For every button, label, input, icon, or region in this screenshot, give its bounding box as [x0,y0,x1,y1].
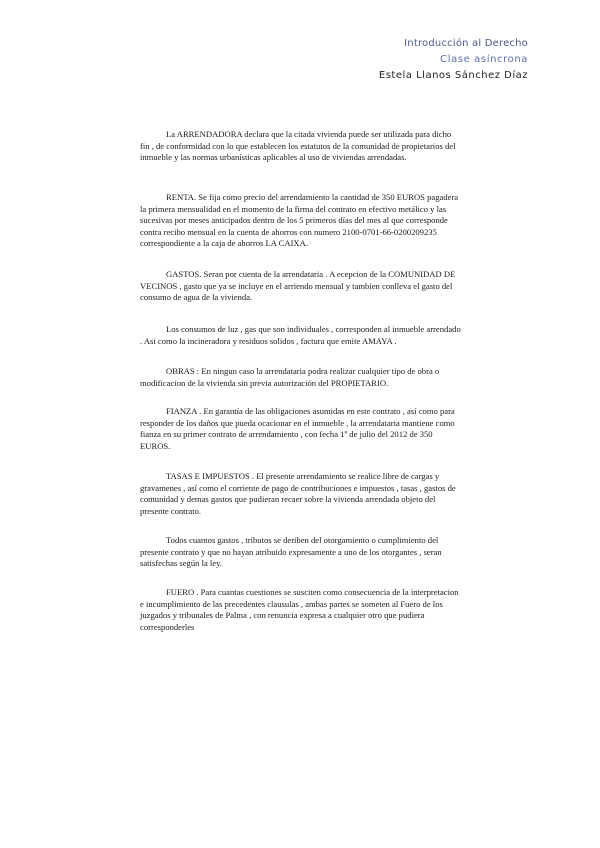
author-name: Estela Llanos Sánchez Díaz [378,70,528,81]
paragraph-consumos: Los consumos de luz , gas que son individuales , corresponden al inmueble arrendado . Asi como la incineradora y residuos solidos , factura que emite AMAYA . [140,324,461,346]
paragraph-declaration: La ARRENDADORA declara que la citada vivienda puede ser utilizada para dicho fin , de conformidad con lo que establecen los estatutos de la comunidad de propietarios del inmueble y las normas urbanísticas aplicables al uso de viviendas arrendadas. [140,129,456,163]
paragraph-fianza: FIANZA . En garantía de las obligaciones asumidas en este contrato , así como para responder de los daños que pueda ocacionar en el inmueble , la arrendataria mantiene como fianza en su primer contrato de arrendamiento , con fecha 1º de julio del 2012 de 350 EUROS. [140,406,455,451]
paragraph-obras: OBRAS : En ningun caso la arrendataria podra realizar cualquier tipo de obra o modificacion de la vivienda sin previa autorización del PROPIETARIO. [140,366,440,388]
course-title: Introducción al Derecho [404,38,528,49]
class-type: Clase asíncrona [440,54,528,65]
paragraph-gastos-tributos: Todos cuantos gastos , tributos se deriben del otorgamiento o cumplimiento del presente contrato y que no hayan atribuido expresamente a uno de los otorgantes , seran satisfechas según la ley. [140,535,442,569]
paragraph-gastos: GASTOS. Seran por cuenta de la arrendataria . A ecepcion de la COMUNIDAD DE VECINOS , gasto que ya se incluye en el arriendo mensual y tambien conlleva el gasto del consumo de agua de la vivienda. [140,269,456,303]
paragraph-tasas: TASAS E IMPUESTOS . El presente arrendamiento se realice libre de cargas y gravamenes , así como el corriente de pago de contribuciones e impuestos , tasas , gastos de comunidad y demas gastos que pudieran recaer sobre la vivienda arrendada objeto del presente contrato. [140,471,456,516]
document-header [379,36,528,84]
paragraph-renta: RENTA. Se fija como precio del arrendamiento la cantidad de 350 EUROS pagadera la primera mensualidad en el momento de la firma del contrato en efectivo metálico y las sucesivas por meses anticipados dentro de los 5 primeros días del mes al que corresponde contra recibo mensual en la cuenta de ahorros con numero 2100-0701-66-0200209235 correspondiente a la caja de ahorros LA CAIXA. [140,192,459,249]
paragraph-fuero: FUERO . Para cuantas cuestiones se susciten como consecuencia de la interpretacion e incumplimiento de las precedentes clausulas , ambas partes se someten al Fuero de los juzgados y tribunales de Palma , con renuncia expresa a cualquier otro que pudiera corresponderles [140,587,459,632]
